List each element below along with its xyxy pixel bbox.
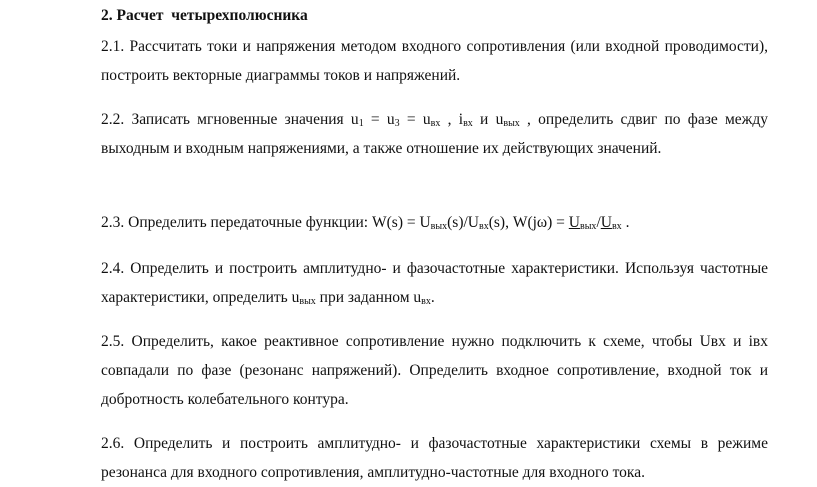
item-2-2: 2.2. Записать мгновенные значения $u_1 = u_3 = u_{вх}$ , $i_{вх}$ и $u_{вых}$ , определить сдвиг по фазе между выходным и входным напряжениями, а также отношение их действующих значений. [101,111,768,157]
item-2-4: 2.4. Определить и построить амплитудно- и фазочастотные характеристики. Используя частотные характеристики, определить $u_{вых}$ при заданном $u_{вх}$. [101,260,768,307]
item-2-1: 2.1. Рассчитать токи и напряжения методом входного сопротивления (или входной проводимости), построить векторные диаграммы токов и напряжений. [101,38,768,84]
item-2-6: 2.6. Определить и построить амплитудно- и фазочастотные характеристики схемы в режиме резонанса для входного сопротивления, амплитудно-частотные для входного тока. [101,435,768,481]
item-2-3: 2.3. Определить передаточные функции: $W(s) = U_{вых}(s)/U_{вх}(s)$, $W(j\omega) = U_{вых}/U_{вх}$ . [101,214,630,232]
section-heading: 2. Расчет четырехполюсника [101,7,308,24]
item-2-5: 2.5. Определить, какое реактивное сопротивление нужно подключить к схеме, чтобы Uвх и iвх совпадали по фазе (резонанс напряжений). Определить входное сопротивление, входной ток и добротность колебательного контура. [101,333,768,408]
